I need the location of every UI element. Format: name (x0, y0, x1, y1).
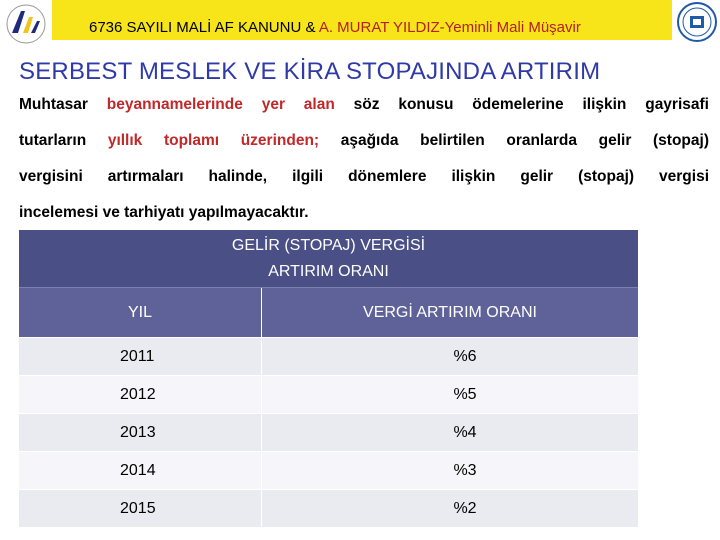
text-segment: tutarların (19, 132, 108, 149)
rate-cell: %2 (262, 490, 639, 528)
rates-table (19, 230, 638, 527)
paragraph-line-4: incelemesi ve tarhiyatı yapılmayacaktır. (19, 204, 309, 221)
table-row (19, 452, 638, 490)
rate-cell: %3 (262, 452, 639, 490)
highlight-text: beyannamelerinde yer alan (106, 96, 335, 113)
header-text-main: 6736 SAYILI MALİ AF KANUNU & (89, 19, 319, 36)
header-text-author: A. MURAT YILDIZ-Yeminli Mali Müşavir (318, 19, 581, 36)
header-bar (0, 0, 720, 50)
rate-cell: %6 (262, 338, 639, 376)
table-row (19, 490, 638, 528)
firm-logo-icon (3, 3, 49, 45)
table-row (19, 338, 638, 376)
rate-cell: %4 (262, 414, 639, 452)
table-row (19, 376, 638, 414)
paragraph-line-1 (19, 87, 709, 123)
header-text (89, 19, 581, 36)
text-segment: aşağıda belirtilen oranlarda gelir (stopaj) (319, 132, 709, 149)
table-title-line-1: GELİR (STOPAJ) VERGİSİ (231, 236, 426, 254)
year-cell: 2013 (19, 414, 262, 452)
year-cell: 2015 (19, 490, 262, 528)
text-segment: Muhtasar (19, 96, 107, 113)
body-paragraph (19, 87, 709, 231)
highlight-text: yıllık toplamı üzerinden; (107, 132, 320, 149)
rate-cell: %5 (262, 376, 639, 414)
emblem-logo-icon (676, 1, 718, 43)
table-row (19, 414, 638, 452)
column-header-rate: VERGİ ARTIRIM ORANI (262, 288, 639, 338)
table-title-line-2: ARTIRIM ORANI (268, 262, 389, 280)
table-title (19, 230, 638, 288)
paragraph-line-3: vergisini artırmaları halinde, ilgili dönemlere ilişkin gelir (stopaj) vergisi (19, 168, 709, 185)
year-cell: 2012 (19, 376, 262, 414)
text-segment: söz konusu ödemelerine ilişkin gayrisafi (334, 96, 709, 113)
page-title: SERBEST MESLEK VE KİRA STOPAJINDA ARTIRIM (19, 58, 601, 85)
column-header-year: YIL (19, 288, 262, 338)
year-cell: 2014 (19, 452, 262, 490)
paragraph-line-2 (19, 123, 709, 159)
year-cell: 2011 (19, 338, 262, 376)
